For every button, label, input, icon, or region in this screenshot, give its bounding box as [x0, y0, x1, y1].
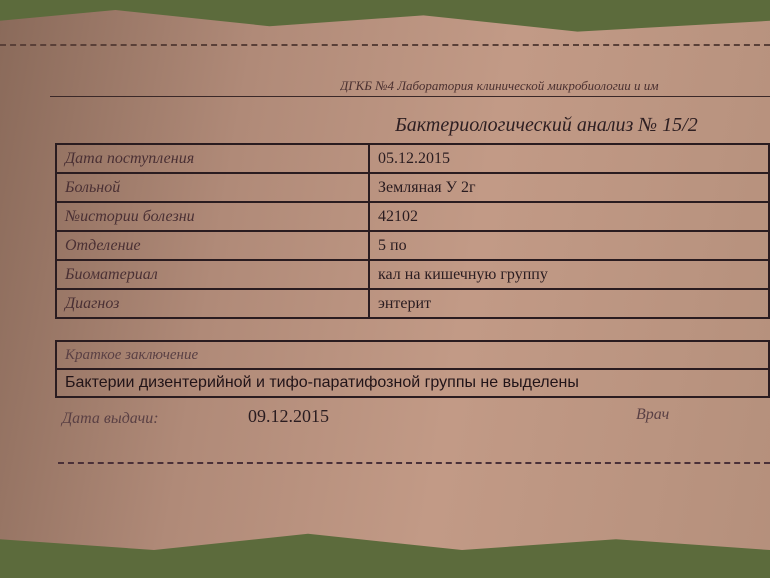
table-row [56, 231, 769, 260]
field-label: Отделение [56, 231, 369, 260]
document-title: Бактериологический анализ № 15/2 [395, 114, 698, 136]
table-row [56, 260, 769, 289]
field-value: 05.12.2015 [369, 144, 769, 173]
table-row [56, 202, 769, 231]
conclusion-text: Бактерии дизентерийной и тифо-паратифозной группы не выделены [56, 369, 769, 397]
lab-header: ДГКБ №4 Лаборатория клинической микробиологии и им [340, 78, 659, 93]
field-value: энтерит [369, 289, 769, 318]
issue-date-label: Дата выдачи: [62, 410, 159, 427]
perforation-bottom [58, 462, 770, 464]
conclusion-label: Краткое заключение [56, 341, 769, 369]
field-label: №истории болезни [56, 202, 369, 231]
field-value: кал на кишечную группу [369, 260, 769, 289]
issue-date-value: 09.12.2015 [248, 406, 329, 426]
field-label: Дата поступления [56, 144, 369, 173]
field-value: 5 по [369, 231, 769, 260]
perforation-top [0, 44, 770, 46]
field-label: Больной [56, 173, 369, 202]
header-rule [50, 96, 770, 97]
field-label: Диагноз [56, 289, 369, 318]
table-row [56, 289, 769, 318]
info-table [55, 143, 770, 319]
conclusion-box [55, 340, 770, 398]
doctor-label: Врач [636, 406, 670, 423]
field-value: Земляная У 2г [369, 173, 769, 202]
table-row [56, 144, 769, 173]
field-label: Биоматериал [56, 260, 369, 289]
table-row [56, 173, 769, 202]
field-value: 42102 [369, 202, 769, 231]
